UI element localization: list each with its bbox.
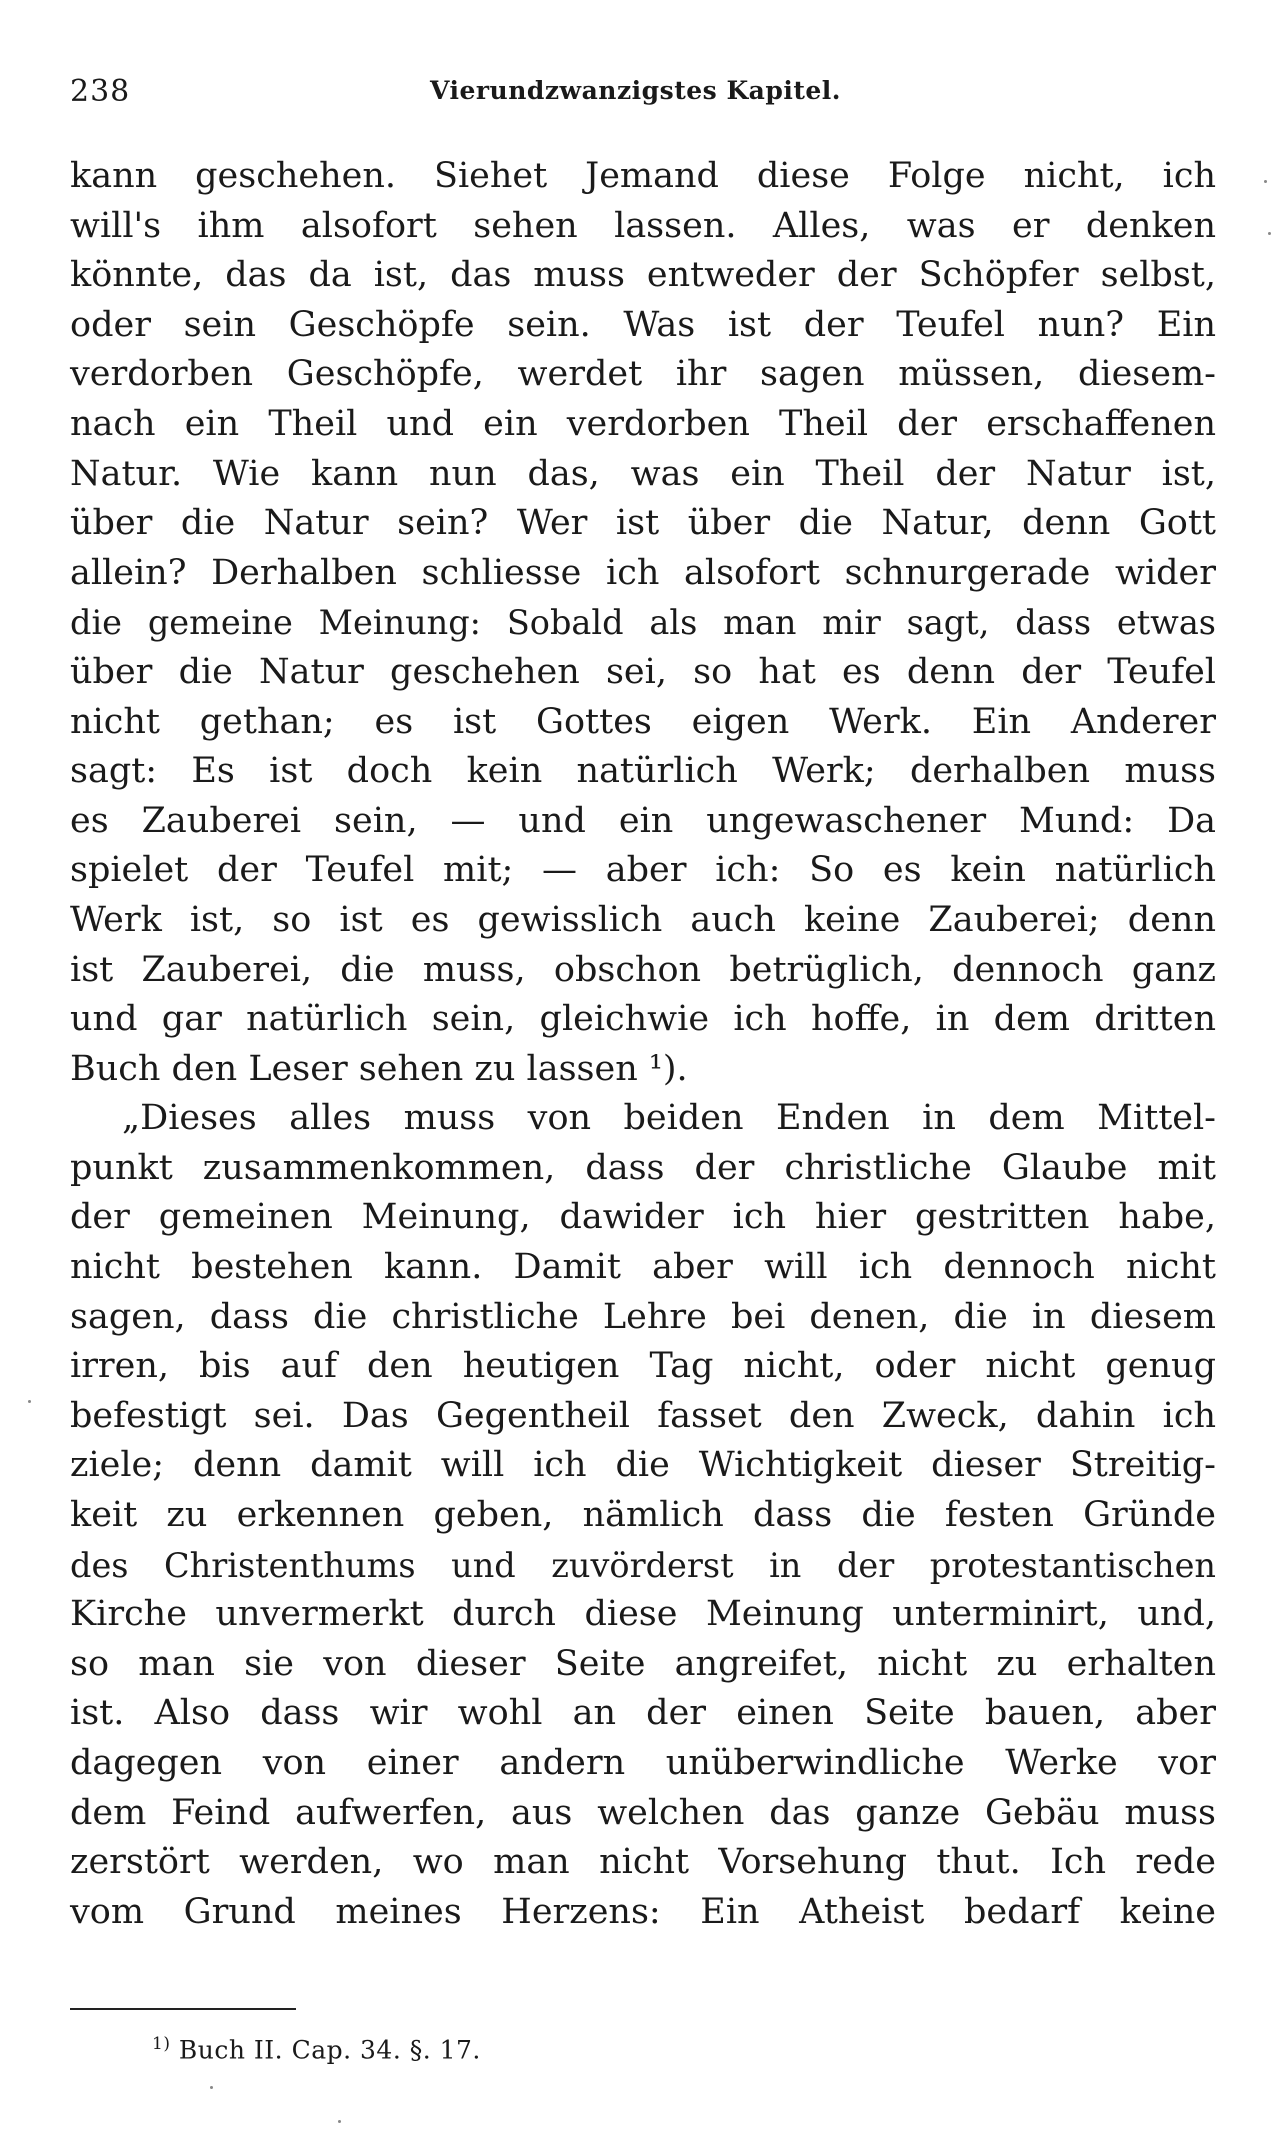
text-line: punkt zusammenkommen, dass der christliche Glaube mit [70,1147,1216,1188]
body-text [70,152,1216,1937]
page-number: 238 [70,74,131,109]
text-line: des Christenthums und zuvörderst in der protestantischen [70,1545,1216,1585]
text-line: dagegen von einer andern unüberwindliche Werke vor [70,1743,1216,1783]
scan-speck [1264,180,1267,183]
running-head: Vierundzwanzigstes Kapitel. [430,76,841,105]
text-line: „Dieses alles muss von beiden Enden in dem Mittel- [122,1098,1216,1139]
scan-speck [28,1400,31,1403]
text-line: dem Feind aufwerfen, aus welchen das ganze Gebäu muss [70,1792,1216,1833]
paragraph [70,152,1216,1094]
text-line: will's ihm alsofort sehen lassen. Alles, was er denken [70,205,1216,246]
text-line: irren, bis auf den heutigen Tag nicht, oder nicht genug [70,1346,1216,1387]
text-line: zerstört werden, wo man nicht Vorsehung thut. Ich rede [70,1842,1216,1883]
text-line: nicht gethan; es ist Gottes eigen Werk. Ein Anderer [70,701,1216,742]
footnote [152,2034,481,2064]
text-line: und gar natürlich sein, gleichwie ich hoffe, in dem dritten [70,999,1216,1040]
text-line: nicht bestehen kann. Damit aber will ich dennoch nicht [70,1247,1216,1288]
text-line: befestigt sei. Das Gegentheil fasset den Zweck, dahin ich [70,1395,1216,1436]
text-line: ist Zauberei, die muss, obschon betrüglich, dennoch ganz [70,949,1216,990]
text-line: kann geschehen. Siehet Jemand diese Folge nicht, ich [70,156,1216,196]
scan-speck [210,2086,213,2089]
text-line: Werk ist, so ist es gewisslich auch keine Zauberei; denn [70,899,1216,940]
text-line: keit zu erkennen geben, nämlich dass die festen Gründe [70,1495,1216,1536]
text-line: so man sie von dieser Seite angreifet, nicht zu erhalten [70,1643,1216,1684]
text-line: Natur. Wie kann nun das, was ein Theil der Natur ist, [70,453,1216,494]
footnote-text: Buch II. Cap. 34. §. 17. [178,2035,481,2065]
text-line: Kirche unvermerkt durch diese Meinung unterminirt, und, [70,1594,1216,1635]
text-line: oder sein Geschöpfe sein. Was ist der Teufel nun? Ein [70,304,1216,345]
footnote-mark: 1) [152,2034,171,2054]
text-line: über die Natur sein? Wer ist über die Natur, denn Gott [70,503,1216,544]
text-line: ist. Also dass wir wohl an der einen Seite bauen, aber [70,1693,1216,1734]
text-line: Buch den Leser sehen zu lassen ¹). [70,1048,688,1089]
footnote-rule [70,2008,296,2010]
paragraph [70,1094,1216,1937]
text-line: ziele; denn damit will ich die Wichtigkeit dieser Streitig- [70,1445,1216,1486]
text-line: allein? Derhalben schliesse ich alsofort schnurgerade wider [70,552,1216,593]
text-line: sagen, dass die christliche Lehre bei denen, die in diesem [70,1296,1216,1337]
page-header [70,74,1220,118]
scan-speck [338,2120,341,2123]
text-line: es Zauberei sein, — und ein ungewaschener Mund: Da [70,800,1216,841]
text-line: spielet der Teufel mit; — aber ich: So es kein natürlich [70,850,1216,891]
text-line: könnte, das da ist, das muss entweder der Schöpfer selbst, [70,255,1216,296]
scan-speck [1268,232,1271,235]
text-line: der gemeinen Meinung, dawider ich hier gestritten habe, [70,1197,1216,1238]
text-line: sagt: Es ist doch kein natürlich Werk; derhalben muss [70,751,1216,792]
text-line: die gemeine Meinung: Sobald als man mir sagt, dass etwas [70,603,1216,643]
text-line: über die Natur geschehen sei, so hat es denn der Teufel [70,651,1216,692]
text-line: verdorben Geschöpfe, werdet ihr sagen müssen, diesem- [70,354,1216,395]
text-line: vom Grund meines Herzens: Ein Atheist bedarf keine [70,1891,1216,1932]
text-line: nach ein Theil und ein verdorben Theil der erschaffenen [70,403,1216,444]
